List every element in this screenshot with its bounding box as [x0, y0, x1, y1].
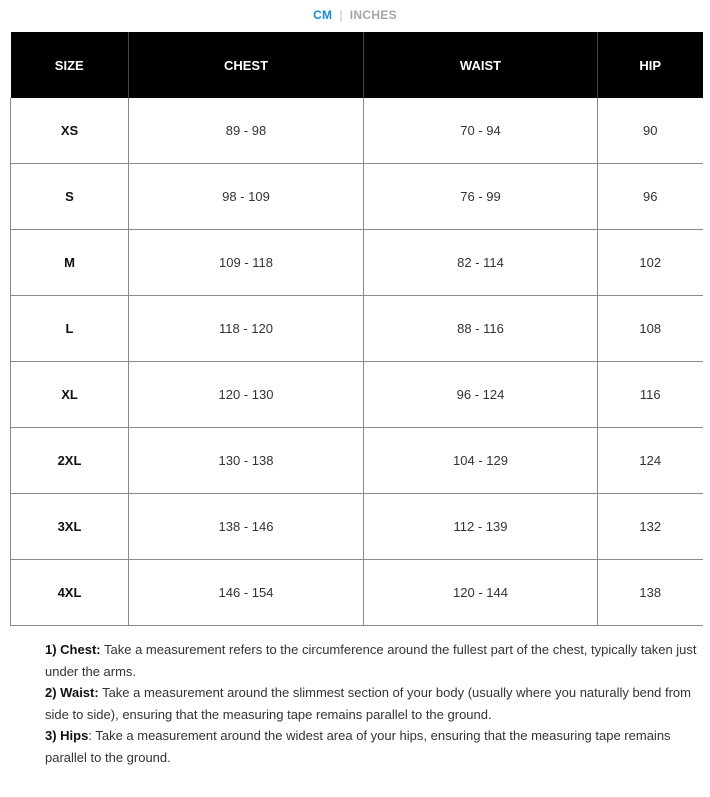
note-label: 3) Hips: [45, 728, 89, 744]
table-header-row: [11, 32, 703, 98]
table-row: [11, 230, 703, 296]
header-chest: CHEST: [129, 32, 364, 98]
size-chart-table: [10, 32, 703, 626]
chest-cell: 138 - 146: [129, 494, 364, 560]
note-text: Take a measurement around the slimmest section of your body (usually where you naturally bend from side to side), ensuring that the measuring tape remains parallel to the ground.: [45, 685, 691, 722]
size-cell: 2XL: [11, 428, 129, 494]
waist-cell: 76 - 99: [364, 164, 598, 230]
table-row: [11, 494, 703, 560]
chest-cell: 89 - 98: [129, 98, 364, 164]
size-cell: L: [11, 296, 129, 362]
hip-cell: 102: [598, 230, 703, 296]
note-label: 1) Chest:: [45, 642, 101, 657]
chest-cell: 109 - 118: [129, 230, 364, 296]
table-row: [11, 560, 703, 626]
hip-cell: 116: [598, 362, 703, 428]
size-cell: 3XL: [11, 494, 129, 560]
measurement-notes: [45, 639, 700, 769]
table-row: [11, 98, 703, 164]
table-row: [11, 296, 703, 362]
waist-cell: 96 - 124: [364, 362, 598, 428]
hip-cell: 138: [598, 560, 703, 626]
cm-unit-button[interactable]: CM: [313, 8, 333, 22]
chest-cell: 146 - 154: [129, 560, 364, 626]
table-row: [11, 428, 703, 494]
size-cell: S: [11, 164, 129, 230]
table-row: [11, 362, 703, 428]
chest-cell: 130 - 138: [129, 428, 364, 494]
chest-cell: 98 - 109: [129, 164, 364, 230]
header-hip: HIP: [598, 32, 703, 98]
note-text: Take a measurement refers to the circumference around the fullest part of the chest, typically taken just under the arms.: [45, 642, 697, 679]
note-chest: [45, 639, 700, 682]
note-label: 2) Waist:: [45, 685, 99, 701]
waist-cell: 82 - 114: [364, 230, 598, 296]
waist-cell: 70 - 94: [364, 98, 598, 164]
hip-cell: 124: [598, 428, 703, 494]
waist-cell: 112 - 139: [364, 494, 598, 560]
note-text: : Take a measurement around the widest area of your hips, ensuring that the measuring tape remains parallel to the ground.: [45, 728, 671, 765]
hip-cell: 90: [598, 98, 703, 164]
size-cell: 4XL: [11, 560, 129, 626]
header-size: SIZE: [11, 32, 129, 98]
size-cell: XS: [11, 98, 129, 164]
header-waist: WAIST: [364, 32, 598, 98]
hip-cell: 108: [598, 296, 703, 362]
unit-separator: |: [339, 8, 343, 22]
waist-cell: 88 - 116: [364, 296, 598, 362]
hip-cell: 96: [598, 164, 703, 230]
hip-cell: 132: [598, 494, 703, 560]
note-waist: [45, 682, 700, 725]
waist-cell: 104 - 129: [364, 428, 598, 494]
chest-cell: 120 - 130: [129, 362, 364, 428]
unit-toggle: [0, 8, 710, 22]
table-row: [11, 164, 703, 230]
chest-cell: 118 - 120: [129, 296, 364, 362]
waist-cell: 120 - 144: [364, 560, 598, 626]
inches-unit-button[interactable]: INCHES: [349, 8, 397, 22]
size-cell: XL: [11, 362, 129, 428]
note-hips: [45, 725, 700, 768]
size-cell: M: [11, 230, 129, 296]
